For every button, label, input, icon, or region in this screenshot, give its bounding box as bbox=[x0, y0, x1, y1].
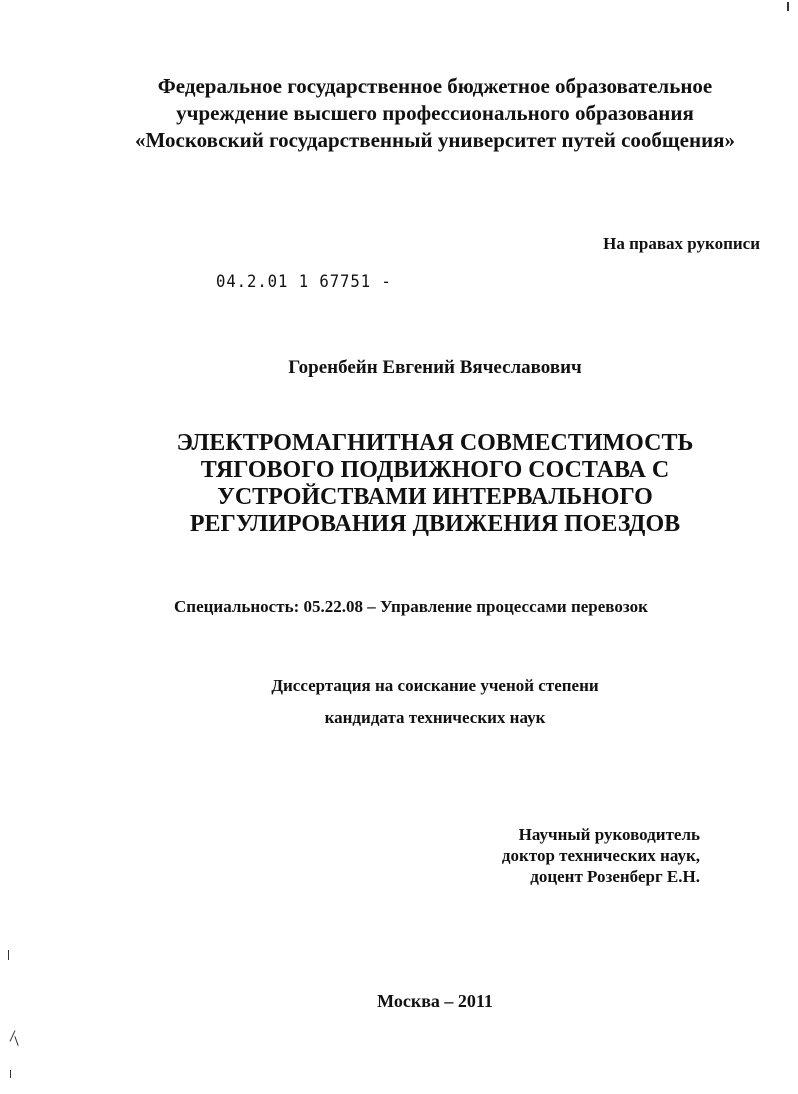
organization-header bbox=[0, 73, 798, 154]
organization-line-2: учреждение высшего профессионального образования bbox=[176, 101, 694, 125]
supervisor-line-1: Научный руководитель bbox=[518, 825, 700, 844]
title-line-4: РЕГУЛИРОВАНИЯ ДВИЖЕНИЯ ПОЕЗДОВ bbox=[189, 511, 681, 537]
degree-statement bbox=[0, 676, 798, 728]
dissertation-title bbox=[0, 430, 798, 538]
title-line-3: УСТРОЙСТВАМИ ИНТЕРВАЛЬНОГО bbox=[217, 484, 653, 510]
specialty: Специальность: 05.22.08 – Управление процессами перевозок bbox=[174, 597, 648, 616]
supervisor-line-3: доцент Розенберг Е.Н. bbox=[530, 867, 700, 886]
scan-mark-left-3 bbox=[14, 1036, 18, 1046]
scan-mark-left-1 bbox=[8, 950, 9, 960]
degree-line-2: кандидата технических наук bbox=[324, 708, 546, 727]
city-year: Москва – 2011 bbox=[377, 991, 493, 1011]
author-name: Горенбейн Евгений Вячеславович bbox=[288, 357, 582, 378]
scan-mark-top-right bbox=[787, 2, 789, 11]
manuscript-rights: На правах рукописи bbox=[603, 234, 760, 253]
registration-code: 04.2.01 1 67751 - bbox=[216, 272, 392, 292]
supervisor-line-2: доктор технических наук, bbox=[501, 846, 700, 865]
organization-line-1: Федеральное государственное бюджетное образовательное bbox=[157, 74, 713, 98]
degree-line-1: Диссертация на соискание ученой степени bbox=[271, 676, 599, 695]
title-line-2: ТЯГОВОГО ПОДВИЖНОГО СОСТАВА С bbox=[200, 457, 670, 483]
organization-line-3: «Московский государственный университет путей сообщения» bbox=[134, 128, 736, 152]
scan-mark-left-4 bbox=[10, 1070, 11, 1078]
title-line-1: ЭЛЕКТРОМАГНИТНАЯ СОВМЕСТИМОСТЬ bbox=[176, 430, 694, 456]
supervisor-block bbox=[502, 824, 700, 887]
